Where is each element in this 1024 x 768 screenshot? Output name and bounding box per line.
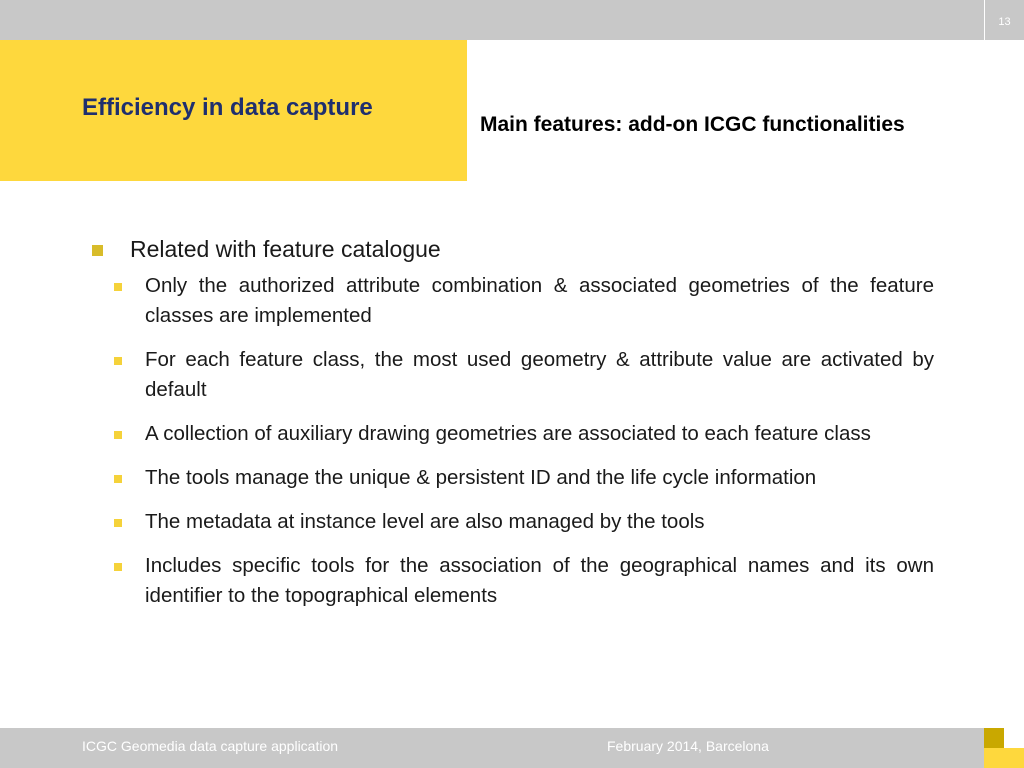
main-bullet-item xyxy=(88,232,934,266)
sub-bullet-text: For each feature class, the most used geometry & attribute value are activated by default xyxy=(145,348,934,401)
sub-bullet-text: The tools manage the unique & persistent ID and the life cycle information xyxy=(145,466,817,489)
logo-icon xyxy=(984,728,1024,768)
square-bullet-icon xyxy=(114,283,122,291)
sub-bullet-text: Only the authorized attribute combination & associated geometries of the feature classes are implemented xyxy=(145,274,934,327)
sub-bullet-text: A collection of auxiliary drawing geometries are associated to each feature class xyxy=(145,422,871,445)
square-bullet-icon xyxy=(114,519,122,527)
sub-bullet-item xyxy=(88,271,934,331)
square-bullet-icon xyxy=(114,431,122,439)
top-bar xyxy=(0,0,1024,40)
sub-bullet-text: The metadata at instance level are also managed by the tools xyxy=(145,510,705,533)
slide-content xyxy=(88,232,934,625)
sub-bullet-text: Includes specific tools for the association of the geographical names and its own identifier to the topographical elements xyxy=(145,554,934,607)
footer-date: February 2014, Barcelona xyxy=(607,738,769,754)
square-bullet-icon xyxy=(92,245,103,256)
sub-bullet-item xyxy=(88,507,934,537)
footer-title: ICGC Geomedia data capture application xyxy=(82,738,339,754)
slide-heading: Main features: add-on ICGC functionalities xyxy=(480,113,905,136)
page-number: 13 xyxy=(998,16,1011,28)
square-bullet-icon xyxy=(114,563,122,571)
section-title: Efficiency in data capture xyxy=(82,94,373,121)
sub-bullet-item xyxy=(88,419,934,449)
sub-bullet-item xyxy=(88,463,934,493)
sub-bullet-item xyxy=(88,551,934,611)
square-bullet-icon xyxy=(114,475,122,483)
square-bullet-icon xyxy=(114,357,122,365)
main-bullet-text: Related with feature catalogue xyxy=(130,236,441,262)
sub-bullet-item xyxy=(88,345,934,405)
